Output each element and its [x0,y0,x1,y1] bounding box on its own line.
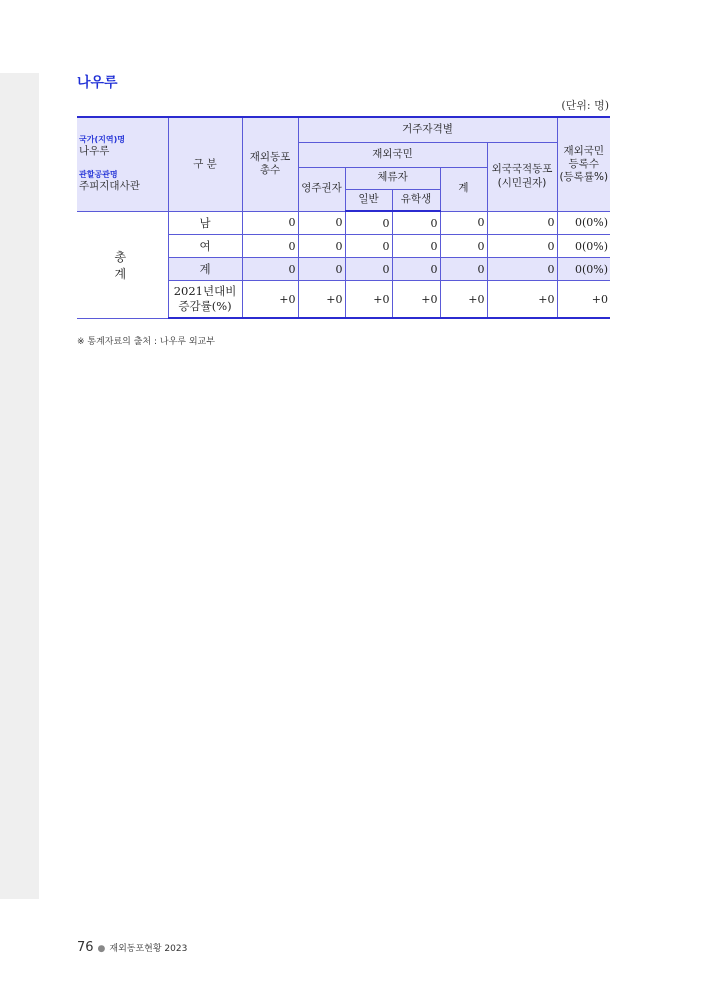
cell-subtotal: 0 [440,235,487,258]
cell-subtotal: +0 [440,281,487,319]
page-title: 나우루 [77,75,118,91]
cell-registered: +0 [557,281,610,319]
cell-subtotal: 0 [440,258,487,281]
cell-registered: 0(0%) [557,235,610,258]
cell-permanent: 0 [298,235,345,258]
cell-general: 0 [345,235,392,258]
cell-total: 0 [242,235,298,258]
header-registered: 재외국민 등록수 (등록률%) [557,117,610,211]
cell-general: 0 [345,258,392,281]
table-body [77,211,610,318]
table-header [77,117,610,211]
header-subtotal: 계 [440,167,487,211]
row-label: 계 [168,258,242,281]
mission-label: 관할공관명 [79,170,118,180]
cell-total: +0 [242,281,298,319]
cell-student: 0 [392,258,440,281]
cell-general: +0 [345,281,392,319]
cell-student: 0 [392,211,440,235]
cell-registered: 0(0%) [557,258,610,281]
cell-total: 0 [242,211,298,235]
statistics-table [77,116,610,319]
cell-permanent: +0 [298,281,345,319]
header-student: 유학생 [392,189,440,211]
header-nationals: 재외국민 [298,142,487,167]
header-general: 일반 [345,189,392,211]
mission-value: 주피지대사관 [79,180,140,193]
cell-general: 0 [345,211,392,235]
cell-subtotal: 0 [440,211,487,235]
header-category: 구 분 [168,117,242,211]
cell-foreign: +0 [487,281,557,319]
row-label: 남 [168,211,242,235]
group-label: 총 계 [77,211,168,318]
cell-foreign: 0 [487,235,557,258]
country-label: 국가(지역)명 [79,135,125,145]
source-note: ※ 통계자료의 출처 : 나우루 외교부 [77,337,215,347]
footer-text: 재외동포현황 2023 [109,944,188,954]
page-number: 76 [77,940,94,955]
side-band [0,73,39,899]
header-total-overseas: 재외동포 총수 [242,117,298,211]
cell-total: 0 [242,258,298,281]
row-label: 2021년대비 증감률(%) [168,281,242,319]
cell-student: 0 [392,235,440,258]
cell-student: +0 [392,281,440,319]
header-residence: 거주자격별 [298,117,557,142]
cell-foreign: 0 [487,211,557,235]
cell-permanent: 0 [298,258,345,281]
table-row-male [77,211,610,235]
table-info-cell [77,117,168,211]
cell-foreign: 0 [487,258,557,281]
row-label: 여 [168,235,242,258]
page-footer [77,940,187,955]
bullet-icon: ● [97,944,106,954]
header-sojourner: 체류자 [345,167,440,189]
country-value: 나우루 [79,145,110,158]
header-foreign-nationals: 외국국적동포 (시민권자) [487,142,557,211]
unit-label: (단위: 명) [561,99,609,112]
header-permanent: 영주권자 [298,167,345,211]
cell-registered: 0(0%) [557,211,610,235]
cell-permanent: 0 [298,211,345,235]
